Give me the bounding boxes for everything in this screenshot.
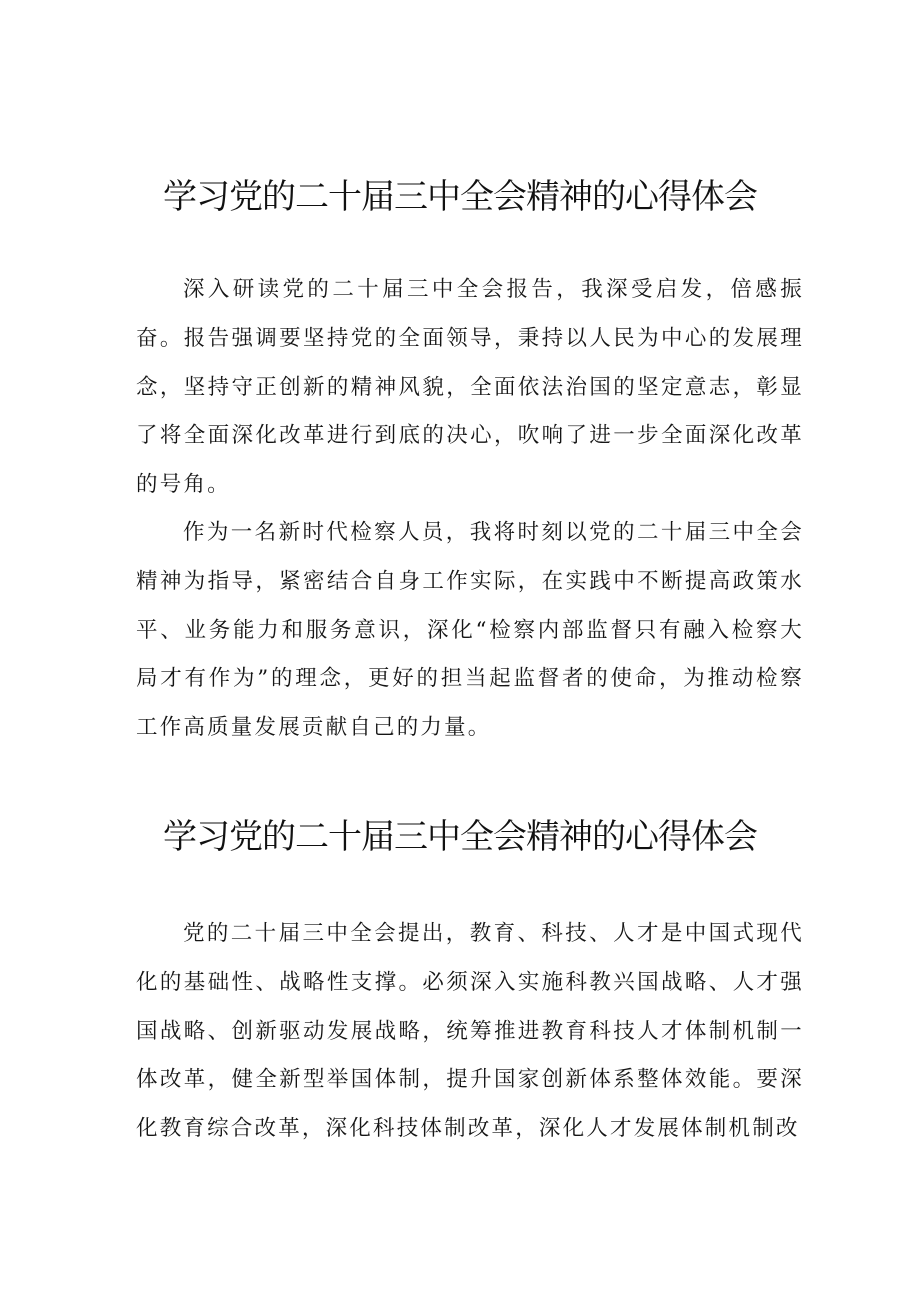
section-2-title: 学习党的二十届三中全会精神的心得体会 bbox=[163, 817, 757, 857]
section-1-paragraph-1: 深入研读党的二十届三中全会报告，我深受启发，倍感振奋。报告强调要坚持党的全面领导，秉持以人民为中心的发展理念，坚持守正创新的精神风貌，全面依法治国的坚定意志，彰显了将全面深化改革进行到底的决心，吹响了进一步全面深化改革的号角。 bbox=[136, 277, 804, 498]
section-1-title: 学习党的二十届三中全会精神的心得体会 bbox=[163, 177, 757, 217]
section-2-paragraph-1: 党的二十届三中全会提出，教育、科技、人才是中国式现代化的基础性、战略性支撑。必须深入实施科教兴国战略、人才强国战略、创新驱动发展战略，统筹推进教育科技人才体制机制一体改革，健全新型举国体制，提升国家创新体系整体效能。要深化教育综合改革，深化科技体制改革，深化人才发展体制机制改 bbox=[136, 921, 804, 1142]
section-1-paragraph-2: 作为一名新时代检察人员，我将时刻以党的二十届三中全会精神为指导，紧密结合自身工作实际，在实践中不断提高政策水平、业务能力和服务意识，深化“检察内部监督只有融入检察大局才有作为”的理念，更好的担当起监督者的使命，为推动检察工作高质量发展贡献自己的力量。 bbox=[136, 520, 804, 741]
